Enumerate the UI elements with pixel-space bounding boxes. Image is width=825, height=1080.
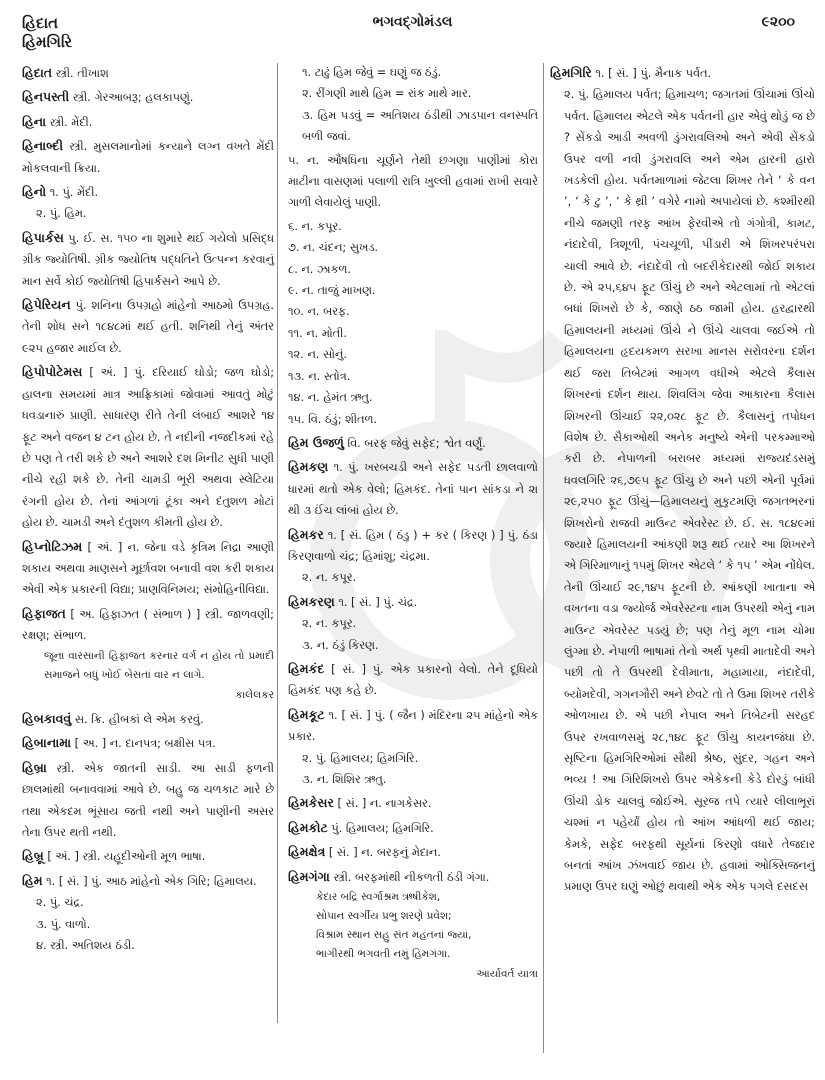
headword: હિબાનામા (22, 735, 72, 751)
sense: ૨. ન. કપૂર. (302, 617, 357, 631)
headword: હિપાર્કસ (22, 229, 64, 245)
idiom-list (288, 62, 538, 148)
dictionary-entry (288, 658, 538, 702)
sense: ૧૦. ન. બરફ. (288, 305, 350, 319)
headword: હિપેરિયન (22, 297, 71, 313)
dictionary-entry (288, 456, 538, 521)
dictionary-entry (288, 866, 538, 986)
sense: ૧૧. ન. મોતી. (288, 326, 347, 340)
headword: હિમ (22, 872, 43, 888)
definition: ૧. [ સં. ] પું. ( જૈન ) મંદિરના ૨૫ માંહેનો એક પ્રકાર. (288, 708, 539, 744)
sense: ૧૩. ન. સ્તોત્ર. (288, 369, 351, 383)
page-header (0, 0, 825, 70)
headword: હિમક્ષેત્ર (288, 844, 326, 860)
definition: પુ. ઈ. સ. ૧૫૦ ના શુમારે થઈ ગયેલો પ્રસિદ્ધ ગ્રીક જ્યોતિષી. ગ્રીક જ્યોતિષ પદ્ધતિને ઉત્પન્ન કરવાનું માન સર્વે કોઈ જ્યોતિષી હિપાર્કસને આપે છે. (22, 231, 274, 288)
definition: સ્ત્રી. મેંદી. (49, 115, 93, 129)
dictionary-entry (288, 704, 538, 791)
dictionary-entry (288, 432, 538, 454)
dictionary-entry (22, 294, 274, 359)
idiom: ૨. રીંગણી માથે હિમ = રાંક માથે માર. (302, 87, 472, 101)
headword: હિપ્નોટિઝમ (22, 538, 83, 554)
definition: ૧. પું. મેંદી. (49, 186, 99, 200)
definition: [ અં. ] સ્ત્રી. યહૂદીઓની મૂળ ભાષા. (47, 850, 206, 864)
column-2 (288, 62, 538, 987)
dictionary-entry (288, 841, 538, 863)
guide-word-first: હિદાત (22, 14, 59, 32)
definition: ૧. પું. ખરબચડી અને સફેદ પડતી છાલવાળો ધારમાં થતો એક વેલો; હિમકંદ. તેનાં પાન સાંકડા ને ૨ા થી ૩ ઈંચ લાંબાં હોય છે. (288, 461, 538, 518)
dictionary-entry (22, 845, 274, 867)
dictionary-entry (22, 135, 274, 179)
column-1 (22, 62, 274, 958)
sense: ૨. પું. હિમ. (36, 207, 87, 221)
sense: ૩. ન. શિશિર ઋતુ. (302, 773, 387, 786)
sense: ૨. પું. હિમાલય; હિમગિરિ. (302, 751, 419, 765)
headword: હિનપસ્તી (22, 89, 70, 105)
verse-line: ભાગીરથી ભગવતી નમું હિમગંગા. (316, 948, 451, 961)
sense: ૧૫. વિ. ઠંડું; શીતળ. (288, 412, 377, 426)
headword: હિમકંદ (288, 660, 325, 676)
page-title: ભગવદ્ગોમંડલ (372, 14, 453, 30)
headword: હિમકૂટ (288, 706, 325, 722)
definition: [ અં. ] પું. દરિયાઈ ઘોડો; જળ ઘોડો; હાલના સમયમાં માત્ર આફ્રિકામાં જોવામાં આવતું મોટું ધવડાનારું પ્રાણી. સાધારણ રીતે તેની લંબાઈ આશરે ૧૪ ફૂટ અને વજન ૪ ટન હોય છે. તે નદીની નજદીકમાં રહે છે પણ તે તરી શકે છે અને આશરે દશ મિનીટ સુધી પાણી નીચે રહી શકે છે. તેની ચામડી ભૂરી અથવા સ્લેટિયા રંગની હોય છે. તેનાં આંગળાં ટૂંકા અને દંતુશળ મોટાં હોય છે. ચામડી અને દંતુશળ કીમતી હોય છે. (22, 366, 274, 530)
numbered-senses (288, 216, 538, 430)
sense: ૧૨. ન. સોનું. (288, 348, 347, 362)
column-divider (277, 63, 278, 1023)
definition: [ અં. ] ન. જેના વડે કૃત્રિમ નિદ્રા આણી શકાય અથવા માણસને મૂર્છાવશ બનાવી વશ કરી શકાય એવી એક પ્રકારની વિદ્યા; પ્રાણવિનિમય; સંમોહિનીવિદ્યા. (22, 540, 274, 597)
headword: હિમ ઉજળું (288, 434, 344, 450)
definition: વિ. બરફ જેવું સફેદ; શ્વેત વર્ણું. (347, 436, 486, 450)
dictionary-entry (288, 817, 538, 839)
headword: હિમકર (288, 526, 324, 542)
definition: [ સં. ] પું. એક પ્રકારનો વેલો. તેને દૂધિયો હિમકંદ પણ કહે છે. (288, 662, 539, 698)
dictionary-entry (22, 62, 274, 84)
headword: હિનાબ્દી (22, 138, 64, 154)
sense-5: ૫. ન. ઔષધિના ચૂર્ણને તેથી છગણા પાણીમાં કોરા માટીના વાસણમાં પલાળી રાત્રિ ખુલ્લી હવામાં રાખી સવારે ગાળી લેવાયેલું પાણી. (288, 153, 538, 210)
headword: હિમકરણ (288, 593, 335, 609)
definition: સ્ત્રી. તીખાશ (55, 67, 109, 80)
sense: ૯. ન. તાજું માખણ. (288, 284, 376, 298)
column-3 (550, 62, 815, 900)
headword: હિદાત (22, 65, 53, 80)
headword: હિના (22, 113, 47, 129)
dictionary-entry (22, 536, 274, 601)
headword: હિનો (22, 184, 47, 200)
dictionary-entry (550, 62, 815, 898)
headword: હિમગિરિ (550, 65, 592, 80)
sense: ૧૪. ન. હેમંત ઋતુ. (288, 391, 373, 405)
column-divider (543, 63, 544, 1053)
sense: ૩. પું. વાળો. (36, 917, 91, 931)
dictionary-entry (288, 591, 538, 656)
definition: ૧. [ સં. હિમ ( ઠંડુ ) + કર ( કિરણ ) ] પું. ઠંડા કિરણવાળો ચંદ્ર; હિમાંશુ; ચંદ્રમા. (288, 528, 538, 563)
dictionary-entry (22, 111, 274, 133)
headword: હિબકાવવું (22, 710, 72, 726)
definition: ૧. [ સં. ] પું. મૈનાક પર્વત. (595, 67, 712, 80)
definition: સ્ત્રી. ગેરઆબરૂ; હલકાપણું. (72, 91, 194, 105)
sense: ૨. પું. ચંદ્ર. (36, 896, 84, 910)
headword: હિબ્રૂ (22, 848, 44, 864)
idiom: ૧. ટાઢું હિમ જેવું = ઘણું જ ઠંડું. (302, 66, 442, 79)
dictionary-entry (288, 524, 538, 589)
verse-line: સોપાન સ્વર્ગીય પ્રભુ શરણે પ્રવેશ; (316, 910, 452, 923)
definition: સ્ત્રી. એક જાતની સાડી. આ સાડી ફળની છાલમાંથી બનાવવામાં આવે છે. બહુ જ ચળકાટ મારે છે તથા એકદમ ભૂંસાય જતી નથી અને પાણીની અસર તેના ઉપર થતી નથી. (22, 761, 274, 839)
sense: ૩. ન. ઠંડું કિરણ. (302, 638, 379, 652)
verse-line: કેદાર બદ્રિ સ્વર્ગાશ્રમ ઋષીકેશ, (316, 891, 441, 904)
sense: ૪. સ્ત્રી. અતિશય ઠંડી. (36, 939, 135, 953)
definition: પું. શનિના ઉપગ્રહો માંહેનો આઠમો ઉપગ્રહ. તેની શોધ સને ૧૮૪૮માં થઈ હતી. શનિથી તેનું અંતર ૯૨૫ હજાર માઈલ છે. (22, 299, 274, 355)
sense: ૨. ન. કપૂર. (302, 571, 357, 585)
dictionary-entry (22, 708, 274, 730)
dictionary-entry (22, 603, 274, 706)
dictionary-entry (22, 870, 274, 957)
headword: હિમકોટ (288, 819, 328, 835)
definition: સ. ક્રિ. હીબકાં લે એમ કરવું. (74, 712, 204, 726)
headword: હિમકેસર (288, 795, 334, 811)
definition: [ સં. ] ન. બરફનું મેદાન. (328, 846, 441, 860)
guide-word-last: હિમગિરિ (22, 33, 73, 51)
headword: હિફાજત (22, 605, 66, 621)
definition: સ્ત્રી. મુસલમાનોમાં કન્યાને લગ્ન વખતે મેંદી મોકલવાની ક્રિયા. (22, 140, 275, 175)
quote-attribution: કાલેલકર (235, 688, 274, 701)
definition: સ્ત્રી. બરફમાંથી નીકળતી ઠંડી ગંગા. (333, 870, 490, 884)
dictionary-entry (22, 757, 274, 844)
dictionary-entry (22, 732, 274, 754)
definition: ૧. [ સં. ] પું. ચંદ્ર. (338, 595, 418, 609)
definition: [ અ. હિફાઝત ( સંભાળ ) ] સ્ત્રી. જાળવણી; રક્ષણ; સંભાળ. (22, 607, 274, 643)
verse-line: વિશ્રામ સ્થાન સહુ સંત મહંતનાં જ્યાં, (316, 929, 472, 942)
dictionary-entry (22, 181, 274, 225)
page-number: ૯૨૦૦ (761, 14, 795, 30)
headword: હિપોપોટેમસ (22, 364, 83, 380)
definition: પું. હિમાલય; હિમગિરિ. (331, 821, 434, 835)
dictionary-entry (288, 792, 538, 814)
sense: ૮. ન. ઝાકળ. (288, 262, 351, 276)
quote-attribution: આર્યાવર્ત યાત્રા (476, 968, 538, 981)
sense: ૭. ન. ચંદન; સુખડ. (288, 241, 379, 255)
headword: હિમકણ (288, 459, 329, 475)
long-definition: ૨. પું. હિમાલય પર્વત; હિમાચળ; જગતમાં ઊંચામાં ઊંચો પર્વત. હિમાલય એટલે એક પર્વતની હાર એવું થોડું જ છે ? સેંકડો આડી અવળી ડુંગરાવલિઓ અને એવી સેંકડો ઉપર વળી નવી ડુંગરાવલિ અને એમ હારની હારો ખડકેલી હોય. પર્વતમાળામાં જેટલા શિખર તેને ‘ કે વન ’, ‘ કે ટુ ’, ‘ કે થ્રી ’ વગેરે નામો અપાયેલાં છે. કશ્મીરથી નીચે જમણી તરફ આંખ ફેરવીએ તો ગંગોત્રી, કામટ, નંદાદેવી, ત્રિશૂળી, પંચચૂળી, પીંડારી એ શિખરપરંપરા ચાલી આવે છે. નંદાદેવી તો બદરીકેદારથી જોઈ શકાય છે. એ ૨૫,૬૪૫ ફૂટ ઊંચું છે અને એટલામાં તો એટલાં બધાં શિખરો છે કે, જાણે ઠઠ જામી હોય. હરદ્વારથી હિમાલયની મધ્યમાં ઊંચે ને ઊંચે ચાલવા જઈએ તો હિમાલયના હૃદયકમળ સરખા માનસ સરોવરના દર્શન થઈ જરા તિબેટમાં આગળ વધીએ એટલે કૈલાસ શિખરનાં દર્શન થાય. શિવલિંગ જેવા આકારના કૈલાસ શિખરની ઊંચાઈ ૨૨,૦૨૮ ફૂટ છે. કૈલાસનું તપોધન વિશેષ છે. સૈકાઓથી અનેક મનુષ્યે એની પરકમ્માઓ કરી છે. નેપાળની બરાબર મધ્યમાં રાજ્યદંડસમું ધવલગિરિ ૨૬,૭૯૫ ફૂટ ઊંચુ છે અને પછી એની પૂર્વમાં ૨૯,૨૫૦ ફૂટ ઊંચું—હિમાલયનું મુકુટમણિ જગતભરનાં શિખરોનો રાજવી માઉન્ટ એવરેસ્ટ છે. ઈ. સ. ૧૮૪૯માં જ્યારે હિમાલયની આંકણી શરૂ થઈ ત્યારે આ શિખરને એ ગિરિમાળાનું ૧૫મું શિખર એટલે ‘ કે ૧૫ ’ એમ નોંધેલ. તેની ઊંચાઈ ૨૯,૧૪૫ ફૂટની છે. આંકણી ખાતાના એ વખતના વડા જ્યોર્જ એવરેસ્ટના નામ ઉપરથી એનું નામ માઉન્ટ એવરેસ્ટ પડયું છે; પણ તેનું મૂળ નામ ચોમા લુંગ્મા છે. નેપાળી ભાષામાં તેનો અર્થ પૃથ્વી માતાદેવી અને પછી તો તે ઉપરથી દેવીમાતા, મહામાયા, નંદાદેવી, બ્યોમદેવી, ગગનગૌરી અને છેવટે તો તે ઉમા શિખર તરીકે ઓળખાય છે. એ પછી નેપાલ અને તિબેટની સરહદ ઉપર રખવાળસમું ૨૮,૧૪૮ ફૂટ ઊંચુ કાયનજંઘા છે. સૃષ્ટિના હિમગિરિઓમાં સૌથી શ્રેષ્ઠ, સુંદર, ગહન અને ભવ્ય ! આ ગિરિશિખરો ઉપર એકેકની કેડે દોરડું બાંધી ઊંચી ડોક ચાલવું જોઈએ. સૂરજ તપે ત્યારે લીલાભૂરાં ચશ્માં ન પહેર્યાં હોય તો આંખ આંધળી થઈ જાય; કેમકે, સફેદ બરફથી સૂર્યનાં કિરણો વધારે તેજદાર બનતાં આંખ ઝંખવાઈ જાય છે. હવામાં ઓક્સિજનનું પ્રમાણ ઉપર ઘણું ઓછું થવાથી એક એક પગલે દસદસ (564, 88, 815, 894)
sense: ૬. ન. કપૂર. (288, 219, 342, 233)
dictionary-entry (22, 361, 274, 533)
dictionary-entry (22, 86, 274, 108)
definition: [ અ. ] ન. દાનપત્ર; બક્ષીસ પત્ર. (74, 737, 216, 751)
idiom: ૩. હિમ પડવું = અતિશય ઠંડીથી ઝાડપાન વનસ્પતિ બળી જવાં. (302, 108, 538, 144)
dictionary-entry (22, 227, 274, 292)
definition: [ સં. ] ન. નાગકેસર. (337, 797, 432, 811)
definition: ૧. [ સં. ] પું. આઠ માંહેનો એક ગિરિ; હિમાલય. (46, 874, 257, 888)
headword: હિમગંગા (288, 868, 330, 884)
headword: હિબ્રા (22, 759, 47, 775)
usage-quote: જૂના વારસાની હિફાજત કરનાર વર્ગ ન હોય તો પ્રમાદી સમાજને બધું ખોઈ બેસતાં વાર ન લાગે. (44, 649, 274, 681)
